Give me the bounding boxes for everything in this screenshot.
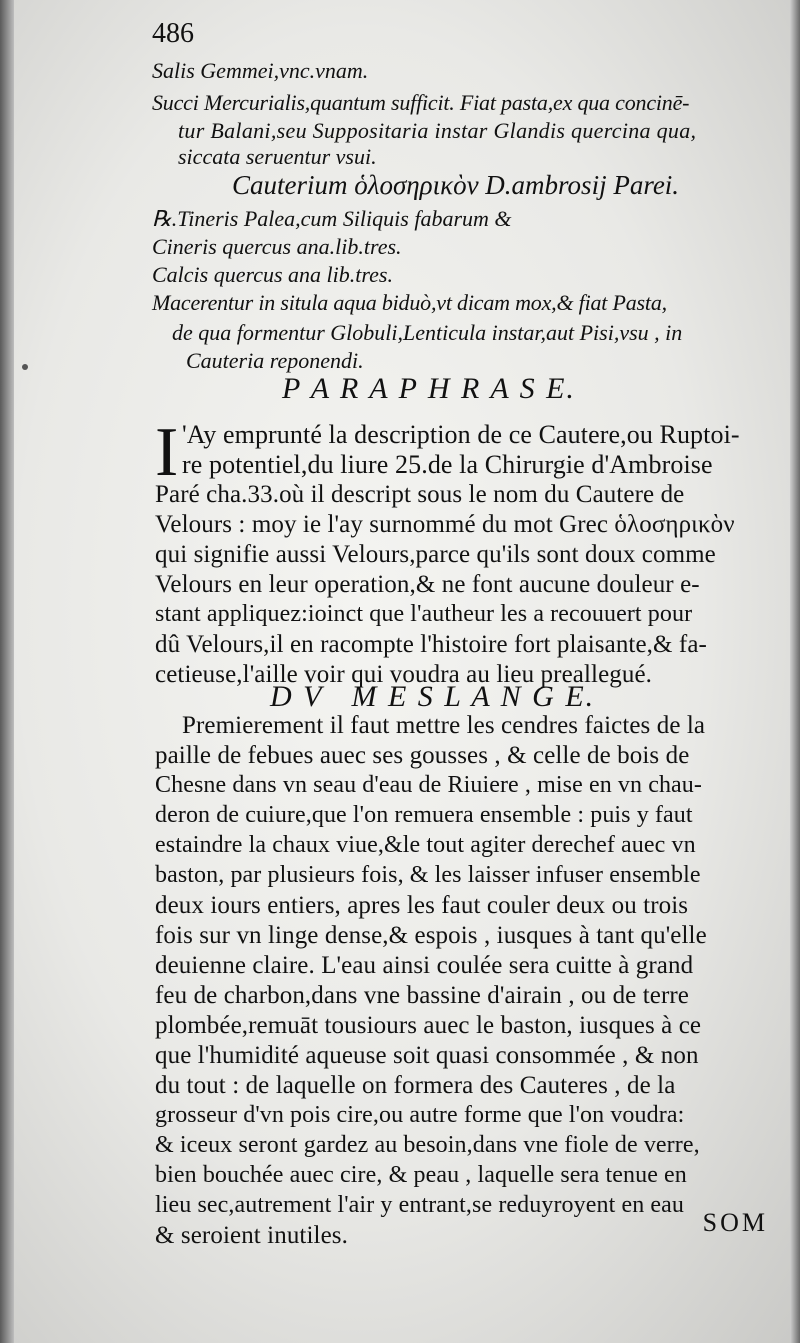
meslange-line: Premierement il faut mettre les cendres faictes de la: [182, 712, 706, 739]
page-left-edge-shadow: [0, 0, 14, 1343]
formula-line: Calcis quercus ana lib.tres.: [152, 262, 393, 287]
recipe-line: Salis Gemmei,vnc.vnam.: [152, 58, 369, 83]
meslange-heading: D V M E S L A N G E.: [270, 680, 596, 713]
cauterium-title: Cauterium ὁλοσηρικὸν D.ambrosij Parei.: [232, 170, 680, 200]
paraphrase-line: Velours : moy ie l'ay surnommé du mot Grec ὁλοσηρικὸν: [155, 511, 735, 538]
paraphrase-line: re potentiel,du liure 25.de la Chirurgie d'Ambroise: [182, 450, 713, 479]
meslange-line: deron de cuiure,que l'on remuera ensemble : puis y faut: [155, 802, 693, 828]
meslange-line: deuienne claire. L'eau ainsi coulée sera cuitte à grand: [155, 952, 694, 979]
meslange-line: plombée,remuāt tousiours auec le baston, iusques à ce: [155, 1012, 702, 1039]
ink-spot: [22, 364, 28, 370]
recipe-line: siccata seruentur vsui.: [178, 144, 377, 169]
meslange-line: bien bouchée auec cire, & peau , laquelle sera tenue en: [155, 1162, 687, 1188]
meslange-line: feu de charbon,dans vne bassine d'airain , ou de terre: [155, 982, 690, 1009]
paraphrase-heading: P A R A P H R A S E.: [282, 372, 576, 405]
recipe-line: tur Balani,seu Suppositaria instar Glandis quercina qua,: [178, 118, 697, 143]
formula-line: Cauteria reponendi.: [186, 348, 364, 373]
paraphrase-line: dû Velours,il en racompte l'histoire fort plaisante,& fa-: [155, 631, 707, 658]
paraphrase-line: Paré cha.33.où il descript sous le nom du Cautere de: [155, 481, 685, 508]
paraphrase-line: Velours en leur operation,& ne font aucune douleur e-: [155, 571, 700, 598]
meslange-line: deux iours entiers, apres les faut couler deux ou trois: [155, 892, 689, 919]
meslange-line: & iceux seront gardez au besoin,dans vne fiole de verre,: [155, 1132, 700, 1158]
formula-line: Macerentur in situla aqua biduò,vt dicam mox,& fiat Pasta,: [152, 290, 667, 315]
paraphrase-line: stant appliquez:ioinct que l'autheur les a recouuert pour: [155, 601, 693, 627]
recipe-line: Succi Mercurialis,quantum sufficit. Fiat pasta,ex qua concinē-: [152, 90, 690, 115]
page-right-edge-shadow: [790, 0, 800, 1343]
page-number: 486: [152, 18, 194, 49]
meslange-line: grosseur d'vn pois cire,ou autre forme que l'on voudra:: [155, 1102, 685, 1128]
catchword: SOM: [702, 1208, 768, 1237]
meslange-line: estaindre la chaux viue,&le tout agiter derechef auec vn: [155, 832, 696, 858]
paraphrase-line: 'Ay emprunté la description de ce Cautere,ou Ruptoi-: [182, 420, 740, 449]
meslange-line: fois sur vn linge dense,& espois , iusques à tant qu'elle: [155, 922, 707, 949]
paraphrase-line: qui signifie aussi Velours,parce qu'ils sont doux comme: [155, 541, 716, 568]
meslange-line: lieu sec,autrement l'air y entrant,se reduyroyent en eau: [155, 1192, 685, 1218]
formula-line: de qua formentur Globuli,Lenticula instar,aut Pisi,vsu , in: [172, 320, 683, 345]
paraphrase-line: cetieuse,l'aille voir qui voudra au lieu preallegué.: [155, 661, 653, 688]
meslange-line: Chesne dans vn seau d'eau de Riuiere , mise en vn chau-: [155, 772, 702, 798]
meslange-line: que l'humidité aqueuse soit quasi consommée , & non: [155, 1042, 699, 1069]
meslange-line: & seroient inutiles.: [155, 1222, 348, 1249]
meslange-line: baston, par plusieurs fois, & les laisser infuser ensemble: [155, 862, 701, 888]
formula-line: Cineris quercus ana.lib.tres.: [152, 234, 402, 259]
formula-line: ℞.Tineris Palea,cum Siliquis fabarum &: [152, 206, 512, 231]
drop-cap: I: [155, 414, 179, 491]
meslange-line: paille de febues auec ses gousses , & celle de bois de: [155, 742, 690, 769]
meslange-line: du tout : de laquelle on formera des Cauteres , de la: [155, 1072, 676, 1099]
